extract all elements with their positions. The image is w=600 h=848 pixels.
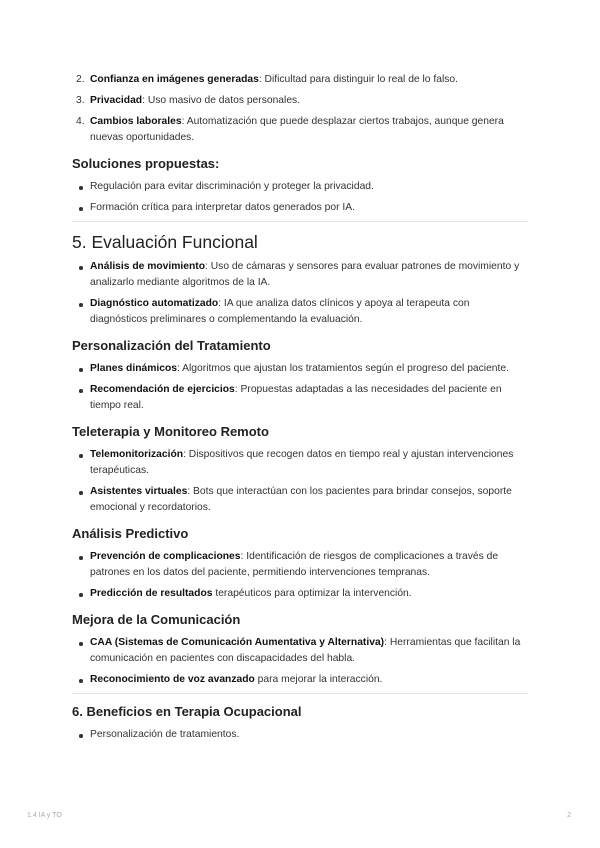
list-item: Reconocimiento de voz avanzado para mejorar la interacción. xyxy=(72,672,528,688)
teleterapia-list xyxy=(72,447,528,516)
list-item: Predicción de resultados terapéuticos para optimizar la intervención. xyxy=(72,586,528,602)
predictivo-list xyxy=(72,549,528,602)
bullet-icon xyxy=(79,734,83,738)
section-5-list xyxy=(72,259,528,328)
predictivo-heading: Análisis Predictivo xyxy=(72,526,189,541)
section-5-title: 5. Evaluación Funcional xyxy=(72,232,258,252)
soluciones-list xyxy=(72,179,528,216)
document-body xyxy=(72,72,528,748)
bullet-icon xyxy=(79,389,83,393)
divider xyxy=(72,221,528,222)
list-item: Regulación para evitar discriminación y proteger la privacidad. xyxy=(72,179,528,195)
bullet-icon xyxy=(79,556,83,560)
list-item: Telemonitorización: Dispositivos que recogen datos en tiempo real y ajustan intervenciones terapéuticas. xyxy=(72,447,528,479)
list-item: 2. Confianza en imágenes generadas: Dificultad para distinguir lo real de lo falso. xyxy=(76,74,458,85)
footer-page-number: 2 xyxy=(567,812,571,819)
bullet-icon xyxy=(79,642,83,646)
bullet-icon xyxy=(79,491,83,495)
bullet-icon xyxy=(79,266,83,270)
divider xyxy=(72,693,528,694)
bullet-icon xyxy=(79,679,83,683)
teleterapia-heading: Teleterapia y Monitoreo Remoto xyxy=(72,424,269,439)
bullet-icon xyxy=(79,303,83,307)
comunicacion-list xyxy=(72,635,528,688)
list-item: Asistentes virtuales: Bots que interactúan con los pacientes para brindar consejos, soporte emocional y recordatorios. xyxy=(72,484,528,516)
list-item: CAA (Sistemas de Comunicación Aumentativa y Alternativa): Herramientas que facilitan la comunicación en pacientes con discapacidades del habla. xyxy=(72,635,528,667)
comunicacion-heading: Mejora de la Comunicación xyxy=(72,612,241,627)
bullet-icon xyxy=(79,186,83,190)
bullet-icon xyxy=(79,454,83,458)
personalizacion-list xyxy=(72,361,528,414)
section-6-heading: 6. Beneficios en Terapia Ocupacional xyxy=(72,704,302,719)
list-item: Formación crítica para interpretar datos generados por IA. xyxy=(72,200,528,216)
list-item: Análisis de movimiento: Uso de cámaras y sensores para evaluar patrones de movimiento y analizarlo mediante algoritmos de la IA. xyxy=(72,259,528,291)
list-item: Recomendación de ejercicios: Propuestas adaptadas a las necesidades del paciente en tiempo real. xyxy=(72,382,528,414)
bullet-icon xyxy=(79,207,83,211)
top-numbered-list xyxy=(72,72,528,146)
soluciones-heading: Soluciones propuestas: xyxy=(72,156,220,171)
list-item: Personalización de tratamientos. xyxy=(72,727,528,743)
section-6-list xyxy=(72,727,528,743)
list-item: Prevención de complicaciones: Identificación de riesgos de complicaciones a través de patrones en los datos del paciente, permitiendo intervenciones tempranas. xyxy=(72,549,528,581)
list-item: Diagnóstico automatizado: IA que analiza datos clínicos y apoya al terapeuta con diagnósticos preliminares o complementando la evaluación. xyxy=(72,296,528,328)
list-item: 4. Cambios laborales: Automatización que puede desplazar ciertos trabajos, aunque genera nuevas oportunidades. xyxy=(76,116,504,143)
personalizacion-heading: Personalización del Tratamiento xyxy=(72,338,271,353)
list-item: 3. Privacidad: Uso masivo de datos personales. xyxy=(76,95,301,106)
bullet-icon xyxy=(79,368,83,372)
bullet-icon xyxy=(79,593,83,597)
footer-document-title: 1.4 IA y TO xyxy=(27,812,62,819)
list-item: Planes dinámicos: Algoritmos que ajustan los tratamientos según el progreso del paciente. xyxy=(72,361,528,377)
